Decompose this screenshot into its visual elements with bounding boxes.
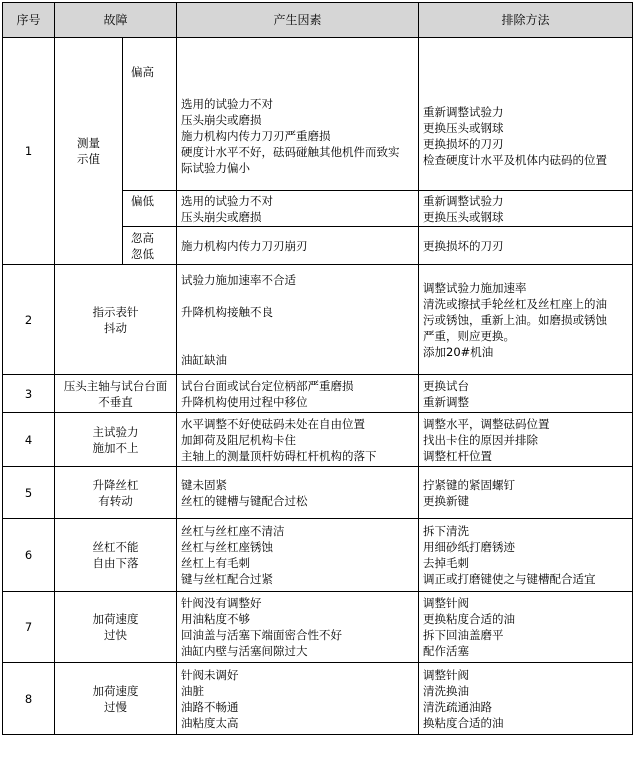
header-index: 序号 (3, 3, 55, 38)
fault-name: 主试验力 施加不上 (55, 413, 177, 467)
fault-name: 压头主轴与试台台面 不垂直 (55, 375, 177, 413)
cause-cell: 针阀未调好 油脏 油路不畅通 油粘度太高 (177, 663, 419, 735)
header-fault: 故障 (55, 3, 177, 38)
header-cause: 产生因素 (177, 3, 419, 38)
sub-fault-name: 偏低 (123, 191, 177, 227)
row-index: 3 (3, 375, 55, 413)
sub-fault-name: 偏高 (123, 38, 177, 191)
fix-cell: 调整试验力施加速率 清洗或擦拭手轮丝杠及丝杠座上的油 污或锈蚀，重新上油。如磨损或锈蚀 严重，则应更换。 添加20#机油 (419, 265, 633, 375)
fault-name: 加荷速度 过慢 (55, 663, 177, 735)
table-row (3, 467, 633, 519)
cause-cell: 水平调整不好使砝码未处在自由位置 加卸荷及阻尼机构卡住 主轴上的测量顶杆妨碍杠杆机构的落下 (177, 413, 419, 467)
cause-cell: 试验力施加速率不合适 升降机构接触不良 油缸缺油 (177, 265, 419, 375)
cause-cell: 试台台面或试台定位柄部严重磨损 升降机构使用过程中移位 (177, 375, 419, 413)
fix-cell: 拆下清洗 用细砂纸打磨锈迹 去掉毛刺 调正或打磨键使之与键槽配合适宜 (419, 519, 633, 592)
row-index: 2 (3, 265, 55, 375)
row-index: 1 (3, 38, 55, 265)
cause-cell: 选用的试验力不对 压头崩尖或磨损 (177, 191, 419, 227)
fix-cell: 拧紧键的紧固螺钉 更换新键 (419, 467, 633, 519)
fix-cell: 调整水平，调整砝码位置 找出卡住的原因并排除 调整杠杆位置 (419, 413, 633, 467)
row-index: 6 (3, 519, 55, 592)
header-fix: 排除方法 (419, 3, 633, 38)
fault-name: 测量 示值 (55, 38, 123, 265)
cause-cell: 选用的试验力不对 压头崩尖或磨损 施力机构内传力刀刃严重磨损 硬度计水平不好，砝码碰触其他机件而致实 际试验力偏小 (177, 38, 419, 191)
table-row (3, 265, 633, 375)
fix-cell: 重新调整试验力 更换压头或钢球 更换损坏的刀刃 检查硬度计水平及机体内砝码的位置 (419, 38, 633, 191)
row-index: 8 (3, 663, 55, 735)
cause-cell: 键未固紧 丝杠的键槽与键配合过松 (177, 467, 419, 519)
fault-name: 加荷速度 过快 (55, 592, 177, 663)
fault-name: 丝杠不能 自由下落 (55, 519, 177, 592)
table-row (3, 38, 633, 191)
table-row (3, 592, 633, 663)
fix-cell: 更换损坏的刀刃 (419, 227, 633, 265)
table-row (3, 413, 633, 467)
table-row (3, 519, 633, 592)
fix-cell: 调整针阀 清洗换油 清洗疏通油路 换粘度合适的油 (419, 663, 633, 735)
fault-name: 升降丝杠 有转动 (55, 467, 177, 519)
fix-cell: 调整针阀 更换粘度合适的油 拆下回油盖磨平 配作活塞 (419, 592, 633, 663)
row-index: 7 (3, 592, 55, 663)
cause-cell: 针阀没有调整好 用油粘度不够 回油盖与活塞下端面密合性不好 油缸内壁与活塞间隙过大 (177, 592, 419, 663)
sub-fault-name: 忽高 忽低 (123, 227, 177, 265)
table-row (3, 375, 633, 413)
table-row (3, 663, 633, 735)
cause-cell: 丝杠与丝杠座不清洁 丝杠与丝杠座锈蚀 丝杠上有毛刺 键与丝杠配合过紧 (177, 519, 419, 592)
fix-cell: 重新调整试验力 更换压头或钢球 (419, 191, 633, 227)
header-row (3, 3, 633, 38)
fault-name: 指示表针 抖动 (55, 265, 177, 375)
cause-cell: 施力机构内传力刀刃崩刃 (177, 227, 419, 265)
row-index: 5 (3, 467, 55, 519)
fix-cell: 更换试台 重新调整 (419, 375, 633, 413)
fault-table (2, 2, 633, 735)
row-index: 4 (3, 413, 55, 467)
